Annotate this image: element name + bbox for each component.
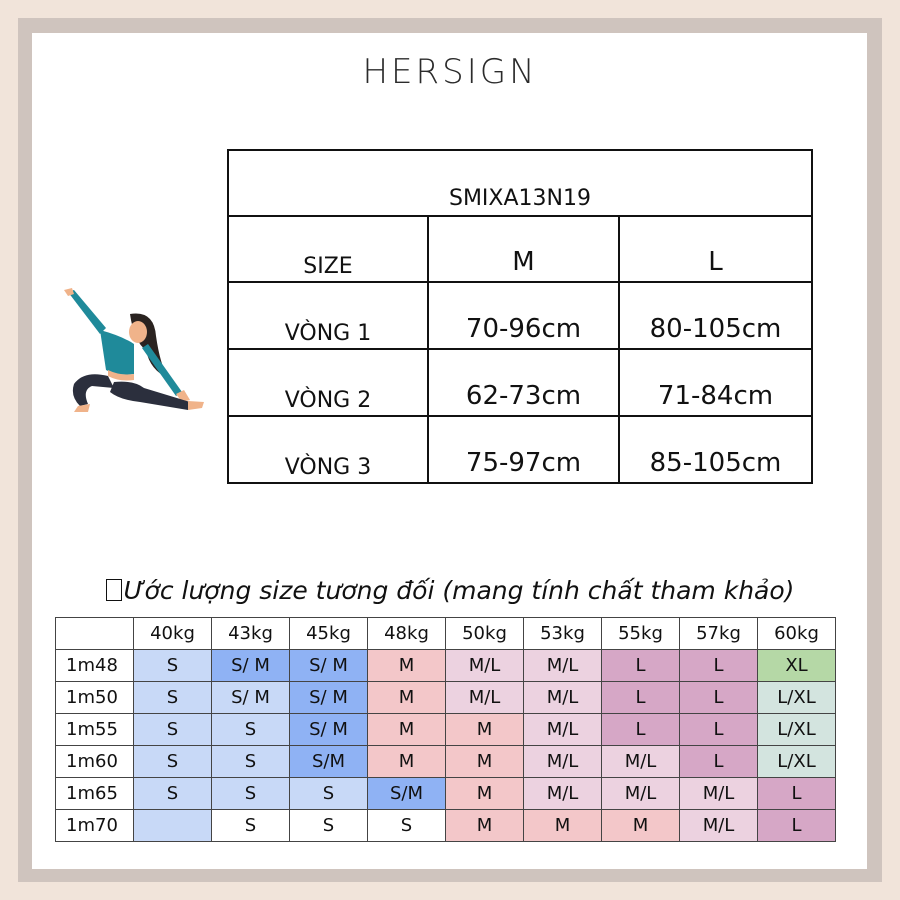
measure-value-m: 75-97cm [428,416,619,483]
checkbox-glyph-icon [106,579,122,601]
size-suggestion-cell: L [680,682,758,714]
size-suggestion-cell: M [368,682,446,714]
size-suggestion-cell: L [602,714,680,746]
yoga-woman-icon [64,284,209,414]
grid-row [56,810,836,842]
weight-header-cell: 40kg [134,618,212,650]
size-suggestion-cell: M [446,810,524,842]
size-suggestion-cell: S/ M [212,650,290,682]
size-suggestion-cell: M [524,810,602,842]
size-suggestion-cell: S [368,810,446,842]
size-suggestion-cell: S [212,746,290,778]
size-suggestion-cell: M/L [524,682,602,714]
size-suggestion-cell: L/XL [758,682,836,714]
measure-value-l: 71-84cm [619,349,812,416]
estimate-caption [0,576,900,605]
measure-label: VÒNG 1 [228,282,428,349]
size-suggestion-cell: S [134,714,212,746]
size-suggestion-cell: M [602,810,680,842]
size-suggestion-cell: M [368,650,446,682]
size-suggestion-cell: L [602,650,680,682]
size-suggestion-cell: S [134,650,212,682]
size-suggestion-cell: S [290,778,368,810]
grid-row [56,682,836,714]
weight-header-cell: 53kg [524,618,602,650]
size-suggestion-cell: L [602,682,680,714]
size-table-title-row [228,150,812,216]
size-suggestion-cell: M/L [680,810,758,842]
size-suggestion-cell: M/L [602,778,680,810]
measure-label: VÒNG 3 [228,416,428,483]
weight-header-cell: 50kg [446,618,524,650]
size-suggestion-cell: L [758,778,836,810]
weight-header-cell: 45kg [290,618,368,650]
size-suggestion-cell: M [446,746,524,778]
weight-header-row [56,618,836,650]
size-suggestion-cell: S [212,714,290,746]
size-table-header-row [228,216,812,282]
weight-header-cell: 60kg [758,618,836,650]
size-header-label: SIZE [228,216,428,282]
grid-row [56,650,836,682]
height-label-cell: 1m55 [56,714,134,746]
size-suggestion-cell: L [680,714,758,746]
size-suggestion-cell: M/L [446,650,524,682]
size-suggestion-cell: M [446,778,524,810]
size-estimate-grid [55,617,836,842]
grid-row [56,714,836,746]
size-suggestion-cell: S [134,746,212,778]
weight-header-cell: 48kg [368,618,446,650]
size-suggestion-cell: M/L [524,714,602,746]
weight-header-cell: 57kg [680,618,758,650]
size-suggestion-cell: M [368,714,446,746]
height-label-cell: 1m65 [56,778,134,810]
size-suggestion-cell: M/L [602,746,680,778]
grid-corner-cell [56,618,134,650]
size-table-row [228,349,812,416]
size-suggestion-cell: XL [758,650,836,682]
measure-value-m: 70-96cm [428,282,619,349]
size-header-l: L [619,216,812,282]
size-suggestion-cell: M/L [524,746,602,778]
size-table-row [228,416,812,483]
size-suggestion-cell: S [290,810,368,842]
size-suggestion-cell: L/XL [758,714,836,746]
size-suggestion-cell: M [368,746,446,778]
size-suggestion-cell: S/ M [290,650,368,682]
size-suggestion-cell: M/L [524,778,602,810]
estimate-caption-text: Ước lượng size tương đối (mang tính chất tham khảo) [123,576,795,605]
measure-label: VÒNG 2 [228,349,428,416]
size-suggestion-cell: S/M [290,746,368,778]
size-suggestion-cell: S [212,778,290,810]
size-suggestion-cell: S/ M [212,682,290,714]
size-suggestion-cell: S/ M [290,682,368,714]
size-suggestion-cell: S [134,682,212,714]
measure-value-l: 85-105cm [619,416,812,483]
size-header-m: M [428,216,619,282]
size-suggestion-cell: S/ M [290,714,368,746]
size-suggestion-cell: L [680,746,758,778]
size-suggestion-cell: S/M [368,778,446,810]
size-suggestion-cell: M/L [446,682,524,714]
grid-row [56,746,836,778]
brand-logo: HERSIGN [362,52,538,92]
size-suggestion-cell: L [680,650,758,682]
weight-header-cell: 55kg [602,618,680,650]
size-suggestion-cell [134,810,212,842]
size-suggestion-cell: S [212,810,290,842]
height-label-cell: 1m48 [56,650,134,682]
size-suggestion-cell: M/L [680,778,758,810]
height-label-cell: 1m60 [56,746,134,778]
height-label-cell: 1m70 [56,810,134,842]
size-suggestion-cell: L/XL [758,746,836,778]
grid-row [56,778,836,810]
height-label-cell: 1m50 [56,682,134,714]
size-suggestion-cell: M/L [524,650,602,682]
size-table [227,149,813,484]
size-suggestion-cell: M [446,714,524,746]
measure-value-l: 80-105cm [619,282,812,349]
size-table-row [228,282,812,349]
weight-header-cell: 43kg [212,618,290,650]
size-suggestion-cell: L [758,810,836,842]
measure-value-m: 62-73cm [428,349,619,416]
product-code: SMIXA13N19 [228,150,812,216]
size-suggestion-cell: S [134,778,212,810]
